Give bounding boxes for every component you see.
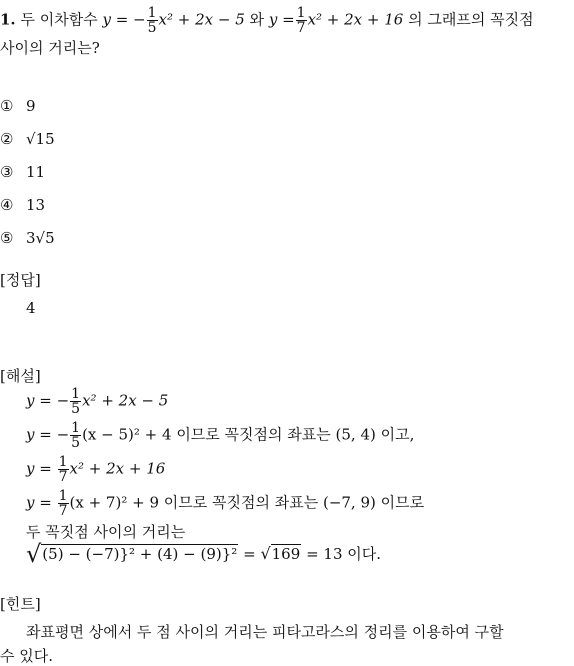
answer-heading: [정답]	[0, 271, 41, 289]
option-4[interactable]	[0, 195, 45, 215]
option-5-value: 3√5	[26, 229, 55, 247]
option-4-mark: ④	[0, 196, 14, 214]
explanation-line-6	[26, 540, 382, 568]
answer-value: 4	[26, 299, 36, 317]
question-eq2-prefix: y =	[268, 10, 295, 29]
root-169-value: 169	[271, 545, 301, 563]
hint-line-2: 수 있다.	[0, 647, 54, 665]
exp-l4-suffix: (x + 7)² + 9 이므로 꼭짓점의 좌표는 (−7, 9) 이므로	[69, 493, 425, 512]
option-2-value: √15	[26, 130, 55, 148]
fraction-1-5: $\frac{1}{5}$	[71, 420, 81, 451]
explanation-line-4	[26, 489, 424, 518]
hint-heading: [힌트]	[0, 595, 41, 613]
exp-l3-suffix: x² + 2x + 16	[69, 459, 166, 478]
question-text-c: 의 그래프의 꼭짓점	[408, 10, 534, 29]
question-line-2: 사이의 거리는?	[0, 39, 100, 57]
fraction-1-7: $\frac{1}{7}$	[58, 454, 68, 485]
question-number: 1.	[0, 10, 16, 29]
root-169: √169	[260, 544, 301, 563]
question-eq2-suffix: x² + 2x + 16	[307, 10, 404, 29]
option-3-mark: ③	[0, 163, 14, 181]
question-eq1-suffix: x² + 2x − 5	[158, 10, 245, 29]
fraction-1-5: $\frac{1}{5}$	[147, 5, 157, 36]
exp-l4-prefix: y =	[26, 493, 52, 512]
exp-l2-prefix: y = −	[26, 425, 70, 444]
option-3-value: 11	[26, 163, 46, 181]
explanation-line-2	[26, 421, 414, 450]
exp-l3-prefix: y =	[26, 459, 52, 478]
exp-l1-prefix: y = −	[26, 391, 70, 410]
question-line-1	[0, 6, 534, 35]
fraction-1-7: $\frac{1}{7}$	[58, 488, 68, 519]
hint-line-1: 좌표평면 상에서 두 점 사이의 거리는 피타고라스의 정리를 이용하여 구할	[26, 623, 504, 641]
distance-radicand: (5) − (−7)}² + (4) − (9)}²	[42, 545, 238, 563]
distance-root: √(5) − (−7)}² + (4) − (9)}²	[26, 540, 238, 568]
question-text-a: 두 이차함수	[20, 10, 98, 29]
option-1[interactable]	[0, 96, 36, 116]
question-text-b: 와	[249, 10, 265, 29]
exp-l1-suffix: x² + 2x − 5	[82, 391, 169, 410]
option-2[interactable]	[0, 129, 55, 149]
option-1-value: 9	[26, 97, 36, 115]
option-3[interactable]	[0, 162, 45, 182]
option-1-mark: ①	[0, 97, 14, 115]
exp-l6-tail: = 13 이다.	[306, 545, 382, 563]
option-5-mark: ⑤	[0, 229, 14, 247]
explanation-line-1	[26, 387, 168, 416]
option-2-mark: ②	[0, 130, 14, 148]
option-5[interactable]	[0, 228, 55, 248]
option-4-value: 13	[26, 196, 46, 214]
explanation-line-5: 두 꼭짓점 사이의 거리는	[26, 523, 186, 541]
question-eq1-prefix: y = −	[102, 10, 146, 29]
fraction-1-5: $\frac{1}{5}$	[71, 386, 81, 417]
explanation-heading: [해설]	[0, 367, 41, 385]
explanation-line-3	[26, 455, 165, 484]
fraction-1-7: $\frac{1}{7}$	[296, 5, 306, 36]
exp-l2-suffix: (x − 5)² + 4 이므로 꼭짓점의 좌표는 (5, 4) 이고,	[82, 425, 415, 444]
equals-sign: =	[243, 545, 256, 563]
